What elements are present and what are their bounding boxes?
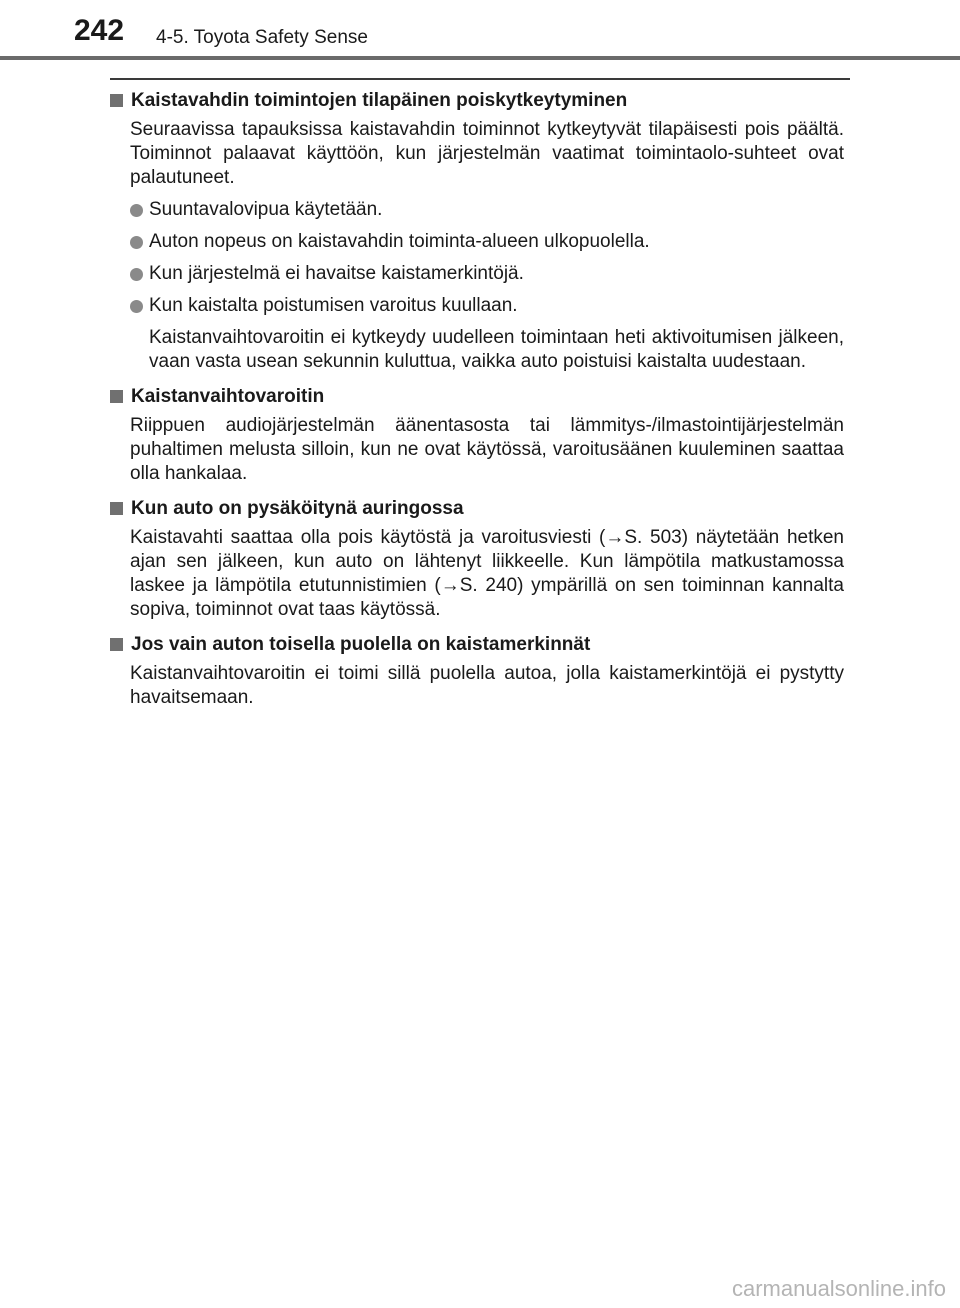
section-paragraph: Kaistavahti saattaa olla pois käytöstä ja varoitusviesti (→S. 503) näytetään hetken ajan sen jälkeen, kun auto on lähtenyt liikkeelle. Kun lämpötila matkustamossa laskee ja lämpötila etutunnistimien (→S. 240) ympärillä on sen toiminnan kannalta sopiva, toiminnot ovat taas käytössä. (130, 527, 844, 620)
page-number: 242 (74, 14, 125, 47)
section-paragraph: Riippuen audiojärjestelmän äänentasosta tai lämmitys-/ilmastointijärjestelmän puhaltimen melusta silloin, kun ne ovat käytössä, varoitusäänen kuuleminen saattaa olla hankalaa. (130, 415, 844, 484)
section-paragraph: Kaistanvaihtovaroitin ei toimi sillä puolella autoa, jolla kaistamerkintöjä ei pystytty havaitsemaan. (130, 663, 844, 708)
circle-bullet-icon (130, 300, 143, 313)
circle-bullet-icon (130, 268, 143, 281)
square-bullet-icon (110, 94, 123, 107)
page-header (0, 0, 960, 62)
list-item (130, 262, 844, 286)
square-bullet-icon (110, 502, 123, 515)
section-heading (110, 88, 844, 114)
watermark: carmanualsonline.info (731, 1276, 946, 1301)
section-parked-in-sun (110, 496, 844, 622)
list-item-text: Suuntavalovipua käytetään. (149, 199, 383, 220)
section-heading (110, 632, 844, 658)
section-heading-text: Kaistanvaihtovaroitin (131, 386, 325, 407)
section-heading-text: Kaistavahdin toimintojen tilapäinen poiskytkeytyminen (131, 90, 628, 111)
square-bullet-icon (110, 390, 123, 403)
list-item (130, 294, 844, 318)
sub-paragraph: Kaistanvaihtovaroitin ei kytkeydy uudelleen toimintaan heti aktivoitumisen jälkeen, vaan vasta usean sekunnin kuluttua, vaikka auto poistuisi kaistalta uudestaan. (149, 327, 844, 372)
section-lane-change-warning (110, 384, 844, 486)
list-item-text: Kun kaistalta poistumisen varoitus kuullaan. (149, 295, 518, 316)
section-heading-text: Kun auto on pysäköitynä auringossa (131, 498, 464, 519)
list-item (130, 198, 844, 222)
circle-bullet-icon (130, 236, 143, 249)
section-heading (110, 384, 844, 410)
list-item (130, 230, 844, 254)
section-title: 4-5. Toyota Safety Sense (156, 27, 368, 48)
section-heading-text: Jos vain auton toisella puolella on kaistamerkinnät (131, 634, 591, 655)
list-item-text: Auton nopeus on kaistavahdin toiminta-alueen ulkopuolella. (149, 231, 650, 252)
page-content (110, 88, 844, 720)
square-bullet-icon (110, 638, 123, 651)
header-divider (0, 56, 960, 60)
content-divider (110, 78, 850, 80)
list-item-text: Kun järjestelmä ei havaitse kaistamerkintöjä. (149, 263, 524, 284)
circle-bullet-icon (130, 204, 143, 217)
section-temporary-deactivation (110, 88, 844, 374)
section-paragraph: Seuraavissa tapauksissa kaistavahdin toiminnot kytkeytyvät tilapäisesti pois päältä. Toiminnot palaavat käyttöön, kun järjestelmän vaatimat toimintaolo-suhteet ovat palautuneet. (130, 119, 844, 188)
section-heading (110, 496, 844, 522)
section-one-side-markings (110, 632, 844, 710)
